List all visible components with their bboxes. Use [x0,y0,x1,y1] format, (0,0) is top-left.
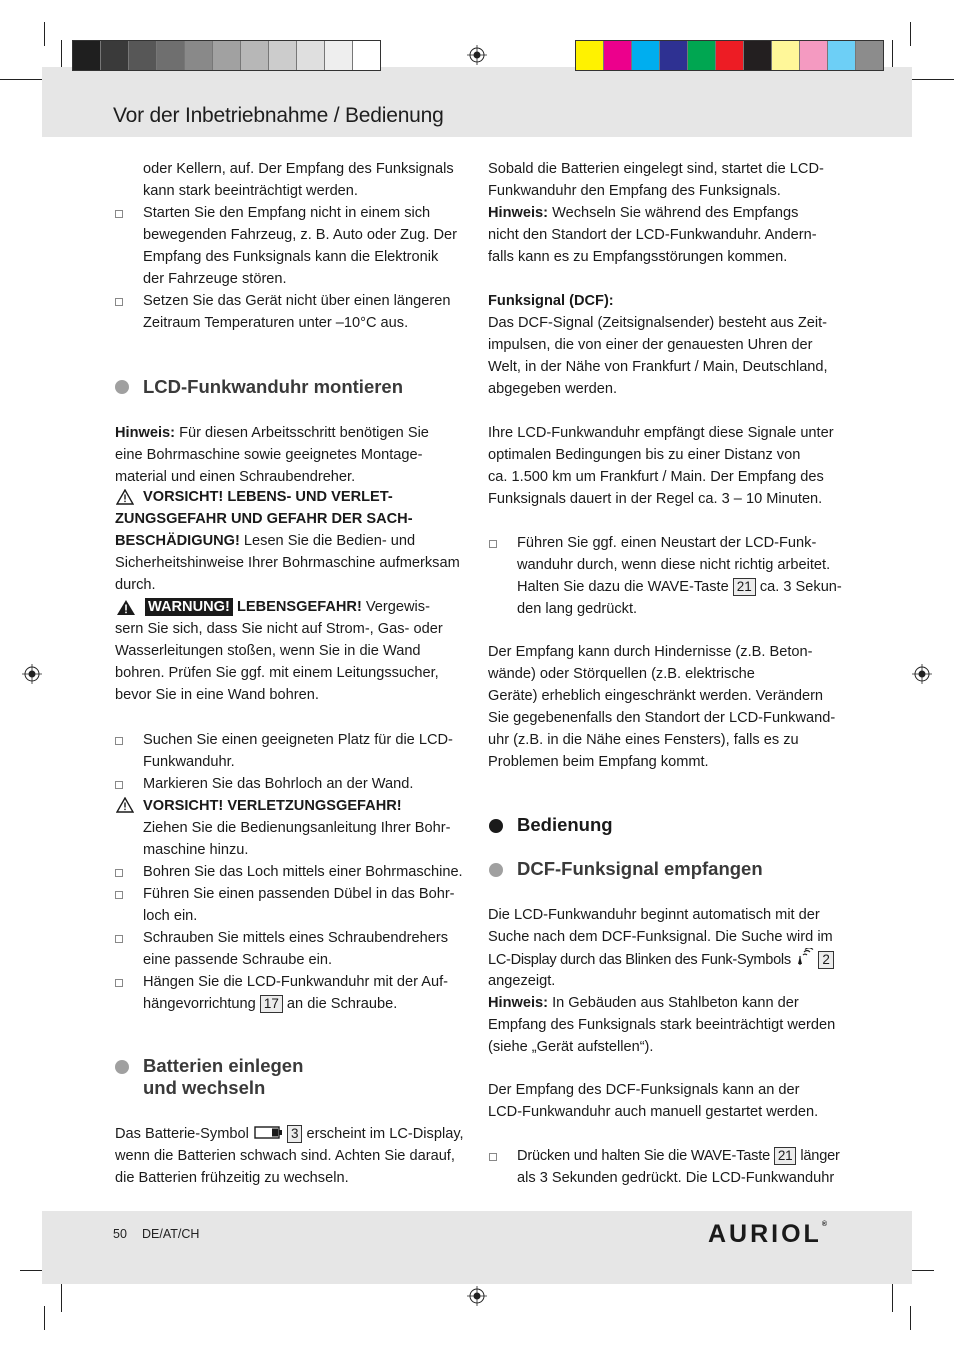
text-line: Wasserleitungen stoßen, wenn Sie in die Wand [115,643,421,659]
color-calibration-bar [575,40,884,71]
text-line: falls kann es zu Empfangsstörungen kommen. [488,249,788,265]
brand-logo: AURIOL® [708,1220,827,1248]
crop-mark [20,79,44,80]
text-line: Starten Sie den Empfang nicht in einem sich [143,205,431,221]
color-swatch [604,41,632,70]
text-line: Das DCF-Signal (Zeitsignalsender) besteht aus Zeit- [488,315,828,331]
text-line: hängevorrichtung 17 an die Schraube. [143,996,398,1012]
page-number: 50 [113,1227,127,1241]
warning-label: WARNUNG! [145,598,233,616]
crop-mark [910,1270,934,1271]
caution-triangle-icon [116,489,134,505]
section-heading: LCD-Funkwanduhr montieren [143,376,404,397]
text-line: impulsen, die von einer der genauesten Uhren der [488,337,813,353]
text-line: ZUNGSGEFAHR UND GEFAHR DER SACH- [115,511,413,527]
text-line: bewegenden Fahrzeug, z. B. Auto oder Zug. Der [143,227,457,243]
gray-swatch [241,41,269,70]
gray-swatch [325,41,353,70]
text-line: Zeitraum Temperaturen unter –10°C aus. [143,315,409,331]
text-line: Suche nach dem DCF-Funksignal. Die Suche wird im [488,929,833,945]
gray-swatch [73,41,101,70]
text-line: Der Empfang des DCF-Funksignals kann an der [488,1082,800,1098]
text-line: als 3 Sekunden gedrückt. Die LCD-Funkwanduhr [517,1170,835,1186]
crop-mark [910,22,911,46]
text-line: Ihre LCD-Funkwanduhr empfängt diese Signale unter [488,425,834,441]
text-line: optimalen Bedingungen bis zu einer Distanz von [488,447,801,463]
section-heading: DCF-Funksignal empfangen [517,858,763,879]
text-line: eine Bohrmaschine sowie geeignetes Montage- [115,447,423,463]
text-line: Die LCD-Funkwanduhr beginnt automatisch mit der [488,907,820,923]
text-line: Führen Sie einen passenden Dübel in das Bohr- [143,886,455,902]
text-line: Das Batterie-Symbol 3 erscheint im LC-Display, [115,1126,464,1142]
text-line: die Batterien frühzeitig zu wechseln. [115,1170,349,1186]
text-line: Der Empfang kann durch Hindernisse (z.B. Beton- [488,644,813,660]
text-line: Funksignal (DCF): [488,293,614,309]
bullet-square-icon [115,781,123,789]
gray-swatch [101,41,129,70]
section-bullet-icon [115,380,129,394]
text-line: abgegeben werden. [488,381,618,397]
text-line: VORSICHT! VERLETZUNGSGEFAHR! [143,798,402,814]
gray-swatch [157,41,185,70]
text-line: den lang gedrückt. [517,601,638,617]
color-swatch [800,41,828,70]
text-line: Sobald die Batterien eingelegt sind, startet die LCD- [488,161,824,177]
text-line: Hängen Sie die LCD-Funkwanduhr mit der Auf- [143,974,449,990]
section-bullet-icon [115,1060,129,1074]
bullet-square-icon [115,979,123,987]
text-line: Funkwanduhr. [143,754,235,770]
text-line: LCD-Funkwanduhr auch manuell gestartet werden. [488,1104,819,1120]
crop-mark [892,1282,893,1312]
text-line: Bohren Sie das Loch mittels einer Bohrmaschine. [143,864,463,880]
section-bullet-icon [489,863,503,877]
text-line: Halten Sie dazu die WAVE-Taste 21 ca. 3 Sekun- [517,579,842,595]
reference-number: 2 [818,951,833,969]
reference-number: 3 [287,1125,303,1143]
text-line: maschine hinzu. [143,842,249,858]
text-line: Suchen Sie einen geeigneten Platz für die LCD- [143,732,453,748]
text-line: Drücken und halten Sie die WAVE-Taste 21 länger [517,1148,840,1164]
gray-swatch [353,41,380,70]
color-swatch [632,41,660,70]
text-line: (siehe „Gerät aufstellen“). [488,1039,654,1055]
locale-label: DE/AT/CH [142,1227,200,1241]
text-line: VORSICHT! LEBENS- UND VERLET- [143,489,393,505]
gray-calibration-bar [72,40,381,71]
text-line: oder Kellern, auf. Der Empfang des Funksignals [143,161,454,177]
text-line: durch. [115,577,156,593]
caution-triangle-icon [116,797,134,813]
text-line: Führen Sie ggf. einen Neustart der LCD-Funk- [517,535,817,551]
color-swatch [660,41,688,70]
warning-triangle-icon [116,599,136,616]
text-line: kann stark beeinträchtigt werden. [143,183,358,199]
bullet-square-icon [115,737,123,745]
color-swatch [744,41,772,70]
text-line: Empfang des Funksignals stark beeinträchtigt werden [488,1017,836,1033]
reference-number: 17 [260,995,283,1013]
text-line: ca. 1.500 km um Frankfurt / Main. Der Empfang des [488,469,824,485]
text-line: Hinweis: Wechseln Sie während des Empfangs [488,205,799,221]
text-line: Empfang des Funksignals kann die Elektronik [143,249,439,265]
color-swatch [716,41,744,70]
crop-mark [910,79,954,80]
reference-number: 21 [733,578,756,596]
text-line: Ziehen Sie die Bedienungsanleitung Ihrer Bohr- [143,820,451,836]
crop-mark [20,1270,44,1271]
bullet-square-icon [115,869,123,877]
text-line: Schrauben Sie mittels eines Schraubendrehers [143,930,449,946]
section-heading: und wechseln [143,1077,266,1098]
registration-mark-icon [22,664,42,684]
text-line: Welt, in der Nähe von Frankfurt / Main, Deutschland, [488,359,828,375]
gray-swatch [185,41,213,70]
text-line: material und einen Schraubendreher. [115,469,356,485]
page-title: Vor der Inbetriebnahme / Bedienung [113,104,444,127]
section-heading: Batterien einlegen [143,1055,304,1076]
section-heading: Bedienung [517,814,613,835]
text-line: bevor Sie in eine Wand bohren. [115,687,319,703]
color-swatch [772,41,800,70]
gray-swatch [213,41,241,70]
text-line: nicht den Standort der LCD-Funkwanduhr. Andern- [488,227,817,243]
registration-mark-icon [467,45,487,65]
text-line: der Fahrzeuge stören. [143,271,287,287]
text-line: LC-Display durch das Blinken des Funk-Symbols 2 [488,948,834,971]
text-line: Funksignals dauert in der Regel ca. 3 – 10 Minuten. [488,491,823,507]
radio-signal-icon [795,948,815,966]
text-line: Sie gegebenenfalls den Standort der LCD-Funkwand- [488,710,836,726]
text-line: wände) oder Störquellen (z.B. elektrische [488,666,755,682]
bullet-square-icon [489,540,497,548]
crop-mark [892,40,893,70]
text-line: Sicherheitshinweise Ihrer Bohrmaschine aufmerksam [115,555,460,571]
bullet-square-icon [115,298,123,306]
crop-mark [910,1306,911,1330]
gray-swatch [297,41,325,70]
text-line: uhr (z.B. in die Nähe eines Fensters), falls es zu [488,732,799,748]
text-line: angezeigt. [488,973,556,989]
text-line: loch ein. [143,908,198,924]
registration-mark-icon [467,1286,487,1306]
bullet-square-icon [489,1153,497,1161]
text-line: BESCHÄDIGUNG! Lesen Sie die Bedien- und [115,533,416,549]
text-line: Problemen beim Empfang kommt. [488,754,709,770]
crop-mark [61,1282,62,1312]
text-line: Hinweis: In Gebäuden aus Stahlbeton kann der [488,995,799,1011]
text-line: bohren. Prüfen Sie ggf. mit einem Leitungssucher, [115,665,439,681]
bullet-square-icon [115,935,123,943]
text-line: WARNUNG! LEBENSGEFAHR! Vergewis- [145,596,430,618]
color-swatch [856,41,883,70]
crop-mark [44,22,45,46]
gray-swatch [129,41,157,70]
color-swatch [688,41,716,70]
gray-swatch [269,41,297,70]
text-line: Hinweis: Für diesen Arbeitsschritt benötigen Sie [115,425,429,441]
battery-icon [253,1125,283,1139]
text-line: eine passende Schraube ein. [143,952,333,968]
registration-mark-icon [912,664,932,684]
text-line: Geräte) erheblich eingeschränkt werden. Verändern [488,688,824,704]
bullet-square-icon [115,210,123,218]
color-swatch [576,41,604,70]
bullet-square-icon [115,891,123,899]
text-line: sern Sie sich, dass Sie nicht auf Strom-, Gas- oder [115,621,443,637]
color-swatch [828,41,856,70]
reference-number: 21 [774,1147,797,1165]
text-line: wanduhr durch, wenn diese nicht richtig arbeitet. [517,557,831,573]
text-line: Setzen Sie das Gerät nicht über einen längeren [143,293,451,309]
crop-mark [61,40,62,70]
text-line: wenn die Batterien schwach sind. Achten Sie darauf, [115,1148,455,1164]
crop-mark [44,1306,45,1330]
text-line: Markieren Sie das Bohrloch an der Wand. [143,776,414,792]
section-bullet-icon [489,819,503,833]
text-line: Funkwanduhr den Empfang des Funksignals. [488,183,781,199]
